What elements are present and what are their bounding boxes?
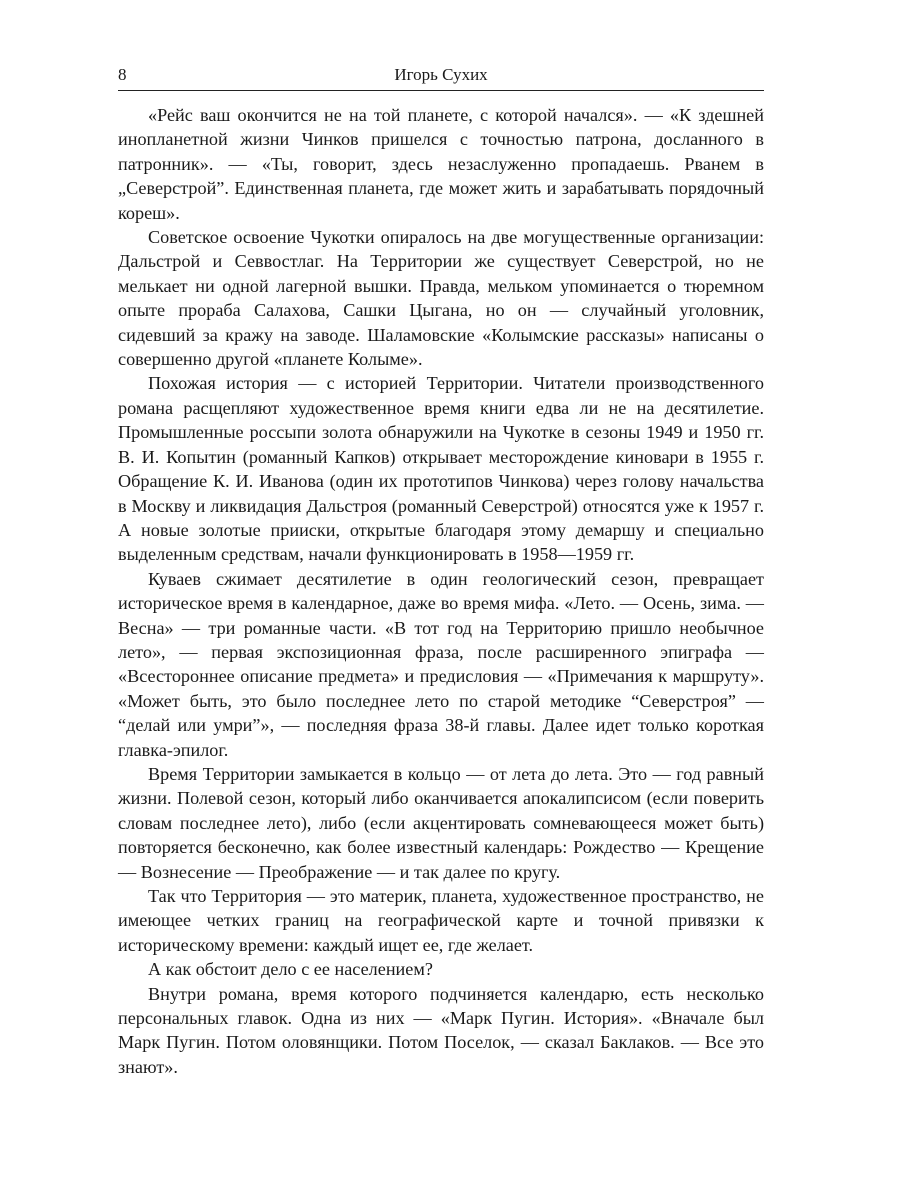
paragraph: Внутри романа, время которого подчиняется календарю, есть несколько персональных главок. Одна из них — «Марк Пугин. История». «Вначале был Марк Пугин. Потом оловянщики. Потом Поселок, — сказал Баклаков. — Все это знают».: [118, 983, 764, 1077]
book-page: [118, 62, 764, 1079]
paragraph: А как обстоит дело с ее населением?: [148, 959, 433, 980]
paragraph: Похожая история — с историей Территории. Читатели производственного романа расщепляют художественное время книги едва ли не на десятилетие. Промышленные россыпи золота обнаружили на Чукотке в сезоны 1949 и 1950 гг. В. И. Копытин (романный Капков) открывает месторождение киновари в 1955 г. Обращение К. И. Иванова (один их прототипов Чинкова) через голову начальства в Москву и ликвидация Дальстроя (романный Северстрой) относятся уже к 1957 г. А новые золотые прииски, открытые благодаря этому демаршу и специально выделенным средствам, начали функционировать в 1958—1959 гг.: [118, 373, 764, 565]
paragraph: Время Территории замыкается в кольцо — от лета до лета. Это — год равный жизни. Полевой сезон, который либо оканчивается апокалипсисом (если поверить словам последнее лето), либо (если акцентировать сомневающееся может быть) повторяется бесконечно, как более известный календарь: Рождество — Крещение — Вознесение — Преображение — и так далее по кругу.: [118, 763, 764, 882]
paragraph: Так что Территория — это материк, планета, художественное пространство, не имеющее четких границ на географической карте и точной привязки к историческому времени: каждый ищет ее, где желает.: [118, 886, 764, 955]
paragraph: Советское освоение Чукотки опиралось на две могущественные организации: Дальстрой и Севвостлаг. На Территории же существует Северстрой, но не мелькает ни одной лагерной вышки. Правда, мельком упоминается о тюремном опыте прораба Салахова, Сашки Цыгана, но он — случайный уголовник, сидевший за кражу на заводе. Шаламовские «Колымские рассказы» написаны о совершенно другой «планете Колыме».: [118, 227, 764, 370]
running-header: [118, 62, 764, 91]
page-number: 8: [118, 65, 127, 84]
paragraph: «Рейс ваш окончится не на той планете, с которой начался». — «К здешней инопланетной жизни Чинков пришелся с точностью патрона, досланного в патронник». — «Ты, говорит, здесь незаслуженно пропадаешь. Рванем в „Северстрой”. Единственная планета, где может жить и зарабатывать порядочный кореш».: [118, 105, 764, 223]
running-title: Игорь Сухих: [394, 65, 488, 84]
body-text: [118, 103, 764, 1079]
paragraph: Куваев сжимает десятилетие в один геологический сезон, превращает историческое время в календарное, даже во время мифа. «Лето. — Осень, зима. — Весна» — три романные части. «В тот год на Территорию пришло необычное лето», — первая экспозиционная фраза, после расширенного эпиграфа — «Всестороннее описание предмета» и предисловия — «Примечания к маршруту». «Может быть, это было последнее лето по старой методике “Северстроя” — “делай или умри”», — последняя фраза 38-й главы. Далее идет только короткая главка-эпилог.: [118, 568, 764, 760]
